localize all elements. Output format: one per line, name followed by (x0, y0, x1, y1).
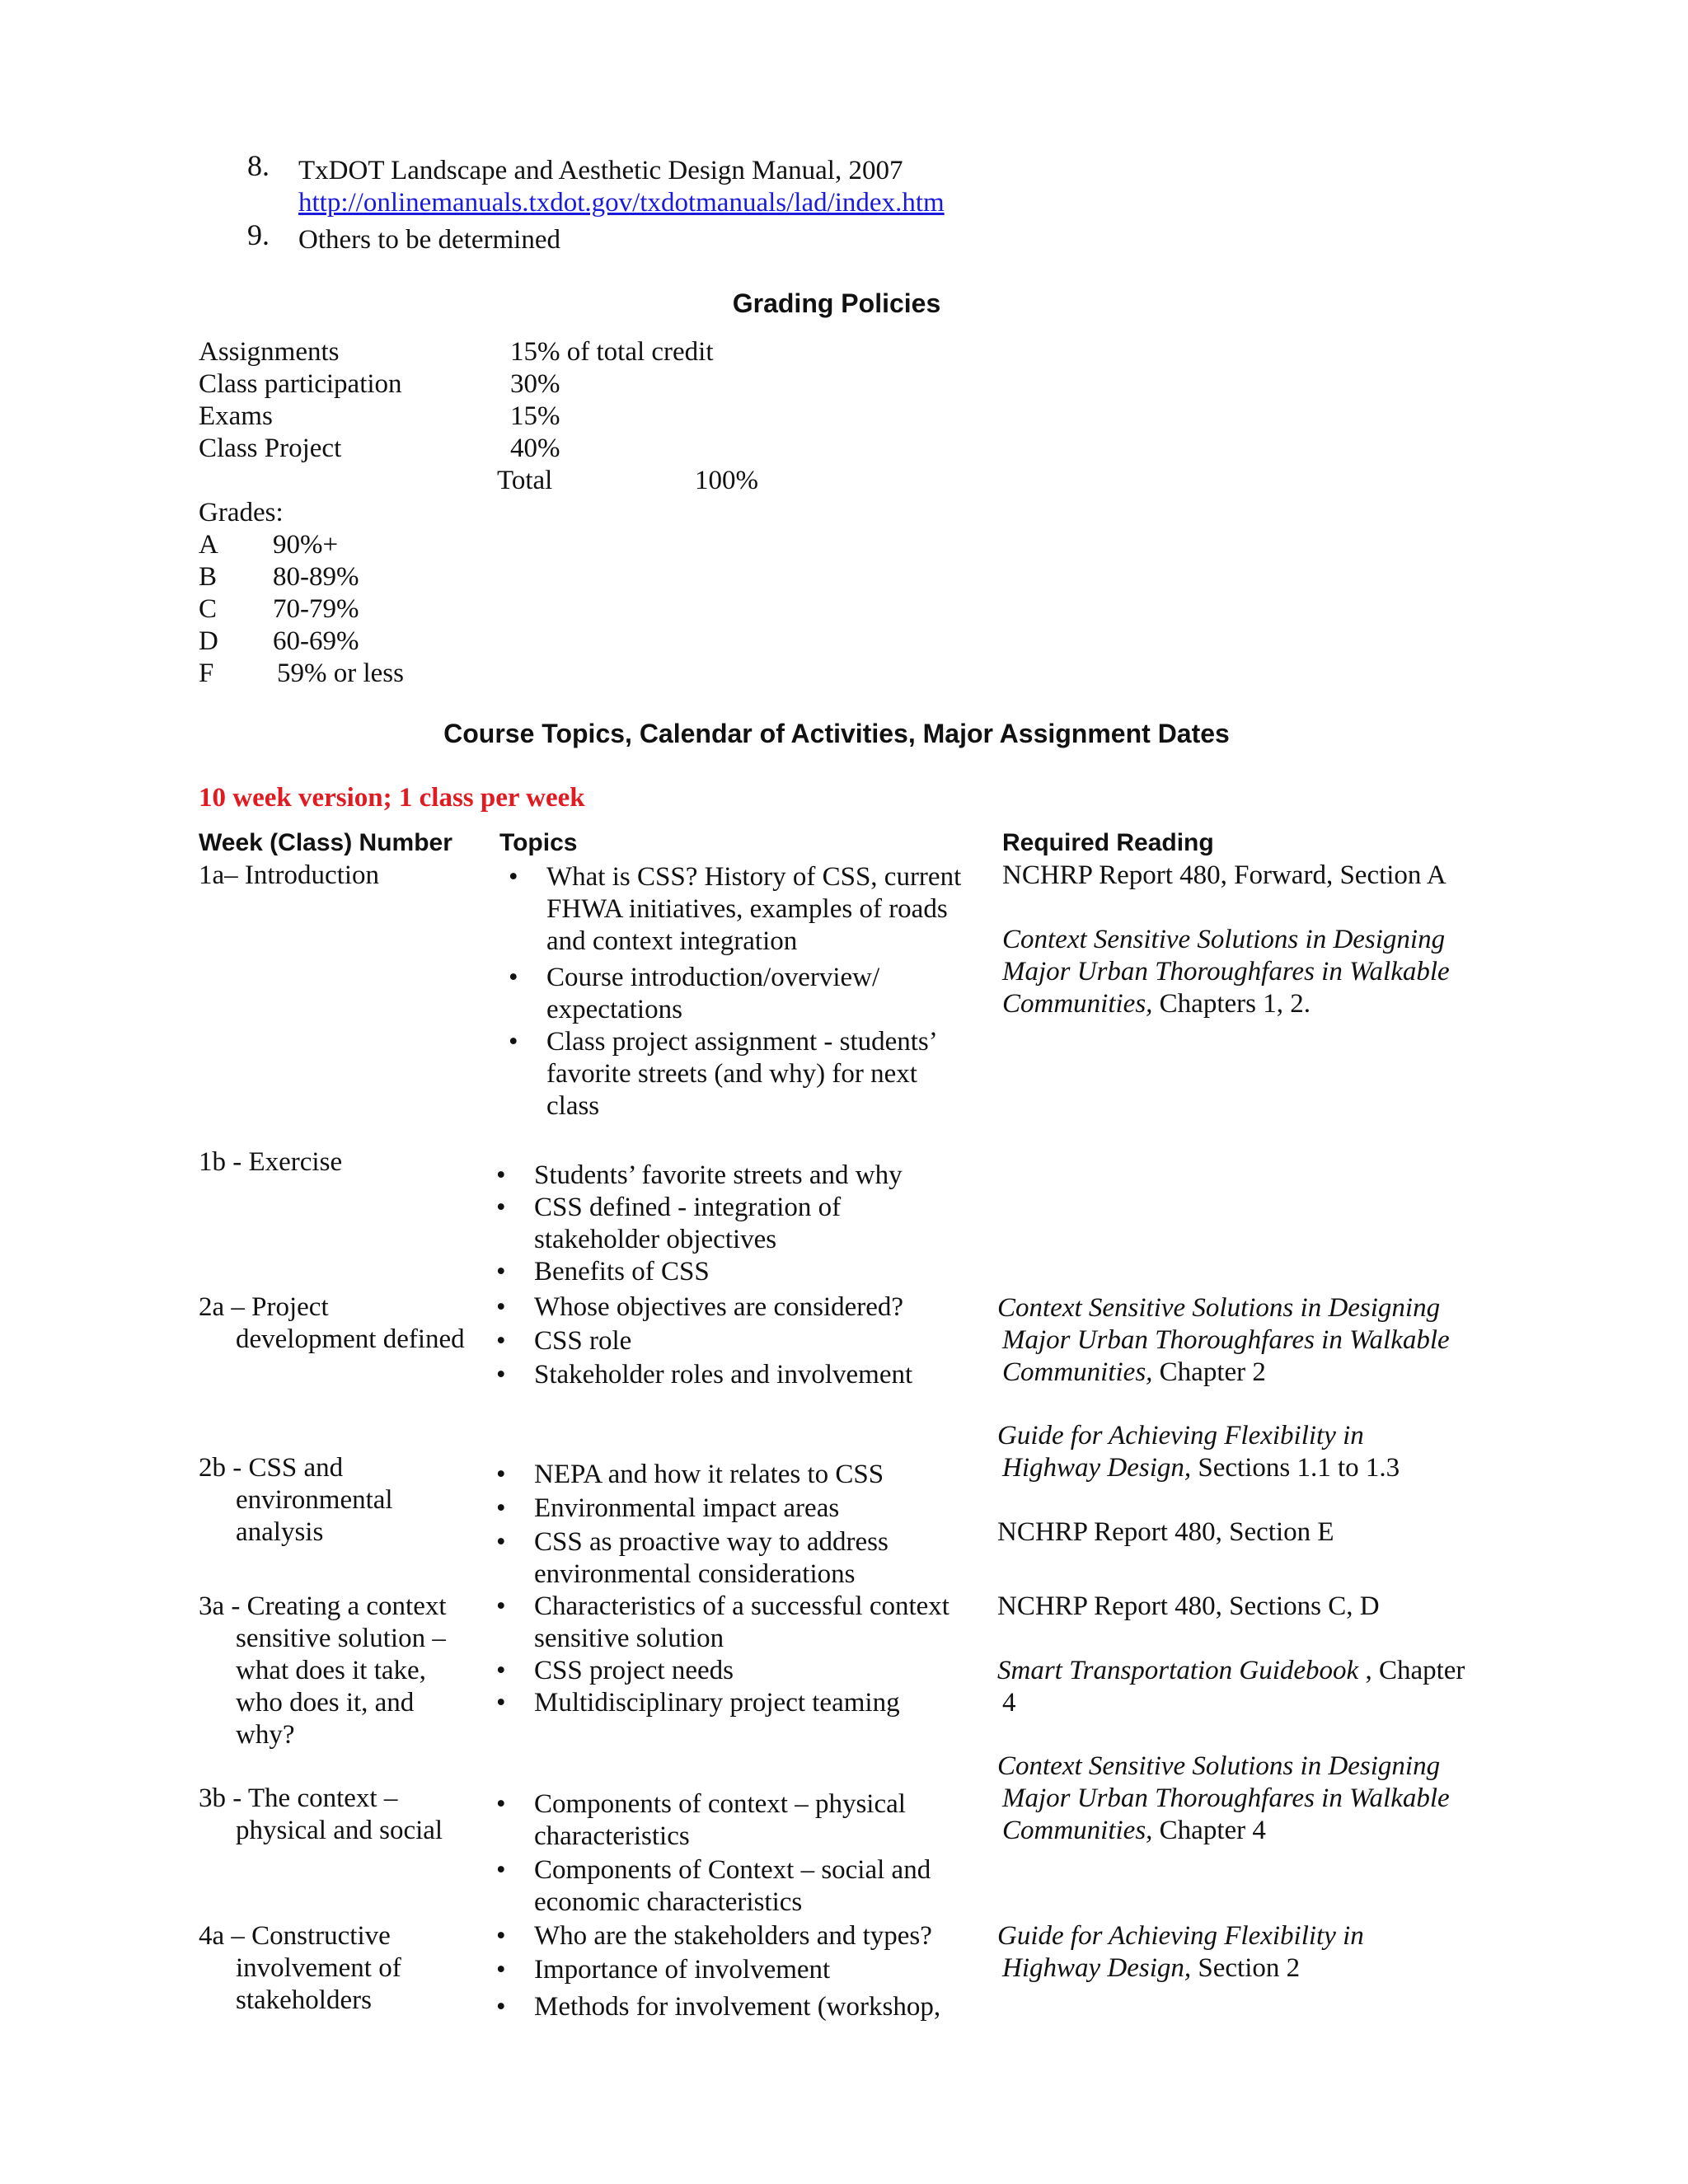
list-item: • Who are the stakeholders and types? (496, 1921, 932, 1951)
grading-total-value: 100% (695, 466, 758, 495)
bullet-icon: • (509, 963, 518, 992)
column-header-week: Week (Class) Number (199, 829, 452, 856)
bullet-icon: • (509, 1027, 518, 1057)
bullet-icon: • (496, 1591, 506, 1621)
list-item: • CSS defined - integration of stakeholder objectives (496, 1193, 842, 1254)
week-label: 1b - Exercise (199, 1147, 343, 1177)
reading-citation: Context Sensitive Solutions in Designing Major Urban Thoroughfares in Walkable Communities, Chapters 1, 2. (1002, 925, 1450, 1019)
grade-letter: B (199, 562, 218, 592)
week-label: 3b - The context – physical and social (199, 1783, 443, 1845)
grading-label: Assignments (199, 337, 340, 367)
reading-citation: Guide for Achieving Flexibility in Highway Design, Section 2 (997, 1921, 1364, 1983)
grading-values (510, 336, 714, 465)
grading-value: 15% of total credit (510, 337, 714, 367)
list-item: • NEPA and how it relates to CSS (496, 1460, 884, 1489)
reading-citation: Context Sensitive Solutions in Designing Major Urban Thoroughfares in Walkable Communities, Chapter 2 (997, 1293, 1450, 1387)
grade-range: 70-79% (273, 594, 359, 624)
grading-label: Exams (199, 401, 273, 431)
list-item: • CSS role (496, 1326, 632, 1356)
week-label: 2b - CSS and environmental analysis (199, 1453, 393, 1547)
reading-text: NCHRP Report 480, Section E (997, 1517, 1334, 1547)
grading-value: 40% (510, 434, 560, 463)
list-item: • CSS project needs (496, 1656, 734, 1685)
week-label: 3a - Creating a context sensitive solution – what does it take, who does it, and why? (199, 1591, 447, 1750)
bullet-icon: • (496, 1193, 506, 1222)
grade-letter: F (199, 658, 214, 688)
reference-title: Others to be determined (298, 225, 560, 255)
list-item: • Components of Context – social and economic characteristics (496, 1855, 931, 1917)
bullet-icon: • (509, 862, 518, 892)
bullet-icon: • (496, 1855, 506, 1885)
week-label: 2a – Project development defined (199, 1292, 465, 1354)
reading-text: NCHRP Report 480, Forward, Section A (1002, 860, 1447, 890)
grade-range: 90%+ (273, 530, 339, 560)
week-label: 1a– Introduction (199, 860, 380, 890)
grade-letters (199, 529, 218, 690)
topics-list (509, 861, 962, 1122)
grade-ranges (273, 529, 404, 690)
course-heading: Course Topics, Calendar of Activities, Major Assignment Dates (443, 719, 1230, 748)
list-item: • Methods for involvement (workshop, (496, 1992, 941, 2022)
bullet-icon: • (496, 1527, 506, 1557)
list-item: • What is CSS? History of CSS, current FHWA initiatives, examples of roads and context integration (509, 862, 962, 956)
grading-value: 15% (510, 401, 560, 431)
grades-label: Grades: (199, 498, 284, 527)
reading-text: NCHRP Report 480, Sections C, D (997, 1591, 1380, 1621)
list-item: • Students’ favorite streets and why (496, 1160, 903, 1190)
reading-citation: Context Sensitive Solutions in Designing Major Urban Thoroughfares in Walkable Communities, Chapter 4 (997, 1751, 1450, 1845)
list-item: • Importance of involvement (496, 1955, 831, 1985)
grade-range: 59% or less (277, 658, 404, 688)
column-header-topics: Topics (499, 829, 578, 856)
bullet-icon: • (496, 1292, 506, 1322)
grading-value: 30% (510, 369, 560, 399)
grade-letter: A (199, 530, 218, 560)
bullet-icon: • (496, 1326, 506, 1356)
week-label: 4a – Constructive involvement of stakeholders (199, 1921, 401, 2015)
list-item: • Stakeholder roles and involvement (496, 1360, 913, 1390)
bullet-icon: • (496, 1160, 506, 1190)
version-note: 10 week version; 1 class per week (199, 783, 585, 813)
bullet-icon: • (496, 1789, 506, 1819)
reference-number: 8. (247, 149, 270, 182)
list-item: • Environmental impact areas (496, 1493, 840, 1523)
bullet-icon: • (496, 1688, 506, 1718)
list-item: • Multidisciplinary project teaming (496, 1688, 900, 1718)
topics-list (496, 1459, 950, 1719)
list-item: • Benefits of CSS (496, 1257, 710, 1286)
grade-letter: C (199, 594, 218, 624)
reference-link[interactable]: http://onlinemanuals.txdot.gov/txdotmanuals/lad/index.htm (298, 188, 945, 218)
grading-labels (199, 336, 402, 465)
reference-title: TxDOT Landscape and Aesthetic Design Manual, 2007 (298, 156, 903, 185)
bullet-icon: • (496, 1921, 506, 1951)
bullet-icon: • (496, 1257, 506, 1286)
grading-total-label: Total (497, 466, 553, 495)
list-item: • Characteristics of a successful context sensitive solution (496, 1591, 950, 1653)
bullet-icon: • (496, 1992, 506, 2022)
list-item: • Course introduction/overview/ expectations (509, 963, 880, 1024)
bullet-icon: • (496, 1955, 506, 1985)
bullet-icon: • (496, 1656, 506, 1685)
list-item: • Components of context – physical characteristics (496, 1789, 906, 1851)
topics-list (496, 1788, 941, 2023)
bullet-icon: • (496, 1493, 506, 1523)
list-item: • CSS as proactive way to address environmental considerations (496, 1527, 889, 1589)
grade-range: 80-89% (273, 562, 359, 592)
bullet-icon: • (496, 1460, 506, 1489)
column-header-reading: Required Reading (1002, 829, 1214, 856)
grading-label: Class Project (199, 434, 342, 463)
reading-citation: Smart Transportation Guidebook , Chapter 4 (997, 1656, 1465, 1718)
reference-number: 9. (247, 218, 270, 251)
list-item: • Class project assignment - students’ favorite streets (and why) for next class (509, 1027, 938, 1121)
topics-list (496, 1160, 913, 1391)
grade-letter: D (199, 626, 218, 656)
grading-label: Class participation (199, 369, 402, 399)
list-item: • Whose objectives are considered? (496, 1292, 904, 1322)
reading-citation: Guide for Achieving Flexibility in Highway Design, Sections 1.1 to 1.3 (997, 1421, 1400, 1483)
grading-heading: Grading Policies (732, 288, 941, 318)
grade-range: 60-69% (273, 626, 359, 656)
bullet-icon: • (496, 1360, 506, 1390)
